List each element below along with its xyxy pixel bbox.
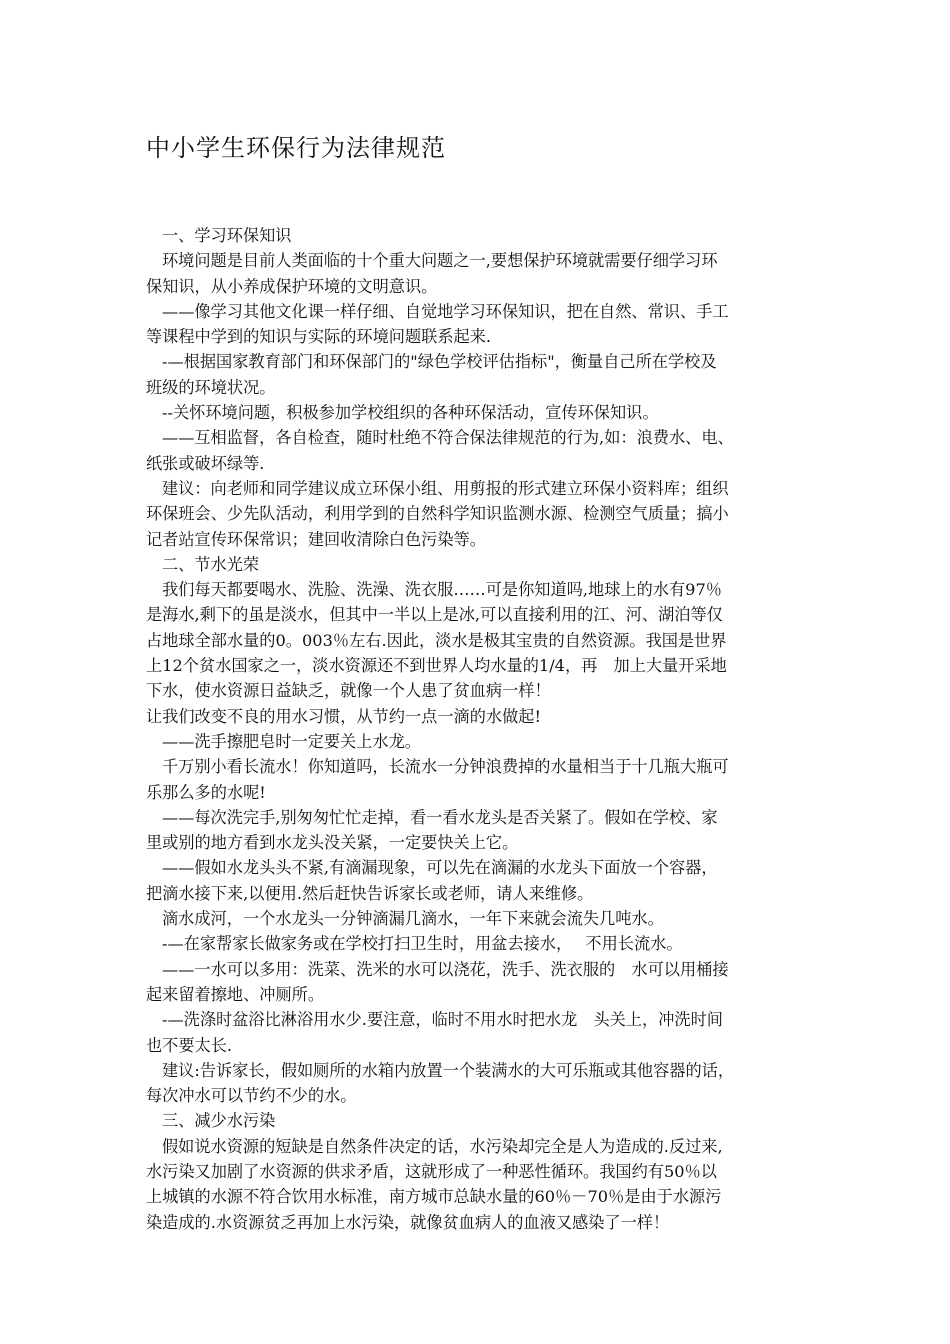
document-title: 中小学生环保行为法律规范 xyxy=(146,134,446,162)
text-line: 建议：向老师和同学建议成立环保小组、用剪报的形式建立环保小资料库；组织 xyxy=(162,478,729,498)
text-line: 是海水,剩下的虽是淡水，但其中一半以上是冰,可以直接利用的江、河、湖泊等仅 xyxy=(146,605,723,625)
text-line: ——像学习其他文化课一样仔细、自觉地学习环保知识，把在自然、常识、手工 xyxy=(162,301,729,321)
text-line: 环境问题是目前人类面临的十个重大问题之一,要想保护环境就需要仔细学习环 xyxy=(162,251,718,271)
text-line: 下水，使水资源日益缺乏，就像一个人患了贫血病一样！ xyxy=(146,681,551,701)
section-heading: 二、节水光荣 xyxy=(162,554,260,574)
text-line: 上城镇的水源不符合饮用水标准，南方城市总缺水量的60％－70％是由于水源污 xyxy=(146,1187,722,1207)
text-line: 占地球全部水量的0。003％左右.因此，淡水是极其宝贵的自然资源。我国是世界 xyxy=(146,630,727,650)
text-line: 把滴水接下来,以便用.然后赶快告诉家长或老师，请人来维修。 xyxy=(146,883,594,903)
text-line: 建议:告诉家长，假如厕所的水箱内放置一个装满水的大可乐瓶或其他容器的话， xyxy=(162,1060,735,1080)
text-line: ——洗手擦肥皂时一定要关上水龙。 xyxy=(162,731,421,751)
text-line: 每次冲水可以节约不少的水。 xyxy=(146,1086,357,1106)
text-line: 千万别小看长流水！你知道吗，长流水一分钟浪费掉的水量相当于十几瓶大瓶可 xyxy=(162,757,729,777)
text-line: 纸张或破坏绿等. xyxy=(146,453,265,473)
text-line: ——假如水龙头头不紧,有滴漏现象，可以先在滴漏的水龙头下面放一个容器， xyxy=(162,858,718,878)
text-line: -—洗涤时盆浴比淋浴用水少.要注意，临时不用水时把水龙 头关上，冲洗时间 xyxy=(162,1010,723,1030)
text-line: -—根据国家教育部门和环保部门的"绿色学校评估指标"，衡量自己所在学校及 xyxy=(162,352,717,372)
text-line: 里或别的地方看到水龙头没关紧，一定要快关上它。 xyxy=(146,833,519,853)
document-body xyxy=(146,223,816,1235)
section-heading: 一、学习环保知识 xyxy=(162,226,292,245)
text-line: 也不要太长. xyxy=(146,1035,233,1055)
text-line: 染造成的.水资源贫乏再加上水污染，就像贫血病人的血液又感染了一样！ xyxy=(146,1212,670,1232)
text-line: 环保班会、少先队活动，利用学到的自然科学知识监测水源、检测空气质量；搞小 xyxy=(146,504,729,524)
text-line: 班级的环境状况。 xyxy=(146,377,276,397)
text-line: --关怀环境问题，积极参加学校组织的各种环保活动，宣传环保知识。 xyxy=(162,403,659,423)
text-line: 保知识，从小养成保护环境的文明意识。 xyxy=(146,276,438,296)
text-line: ——每次洗完手,别匆匆忙忙走掉，看一看水龙头是否关紧了。假如在学校、家 xyxy=(162,807,718,827)
text-line: 记者站宣传环保常识；建回收清除白色污染等。 xyxy=(146,529,486,549)
text-line: ——一水可以多用：洗菜、洗米的水可以浇花，洗手、洗衣服的 水可以用桶接 xyxy=(162,959,729,979)
text-line: 我们每天都要喝水、洗脸、洗澡、洗衣服……可是你知道吗,地球上的水有97％ xyxy=(162,580,722,600)
text-line: 让我们改变不良的用水习惯，从节约一点一滴的水做起! xyxy=(146,706,542,726)
text-line: 乐那么多的水呢! xyxy=(146,782,266,802)
text-line: 上12个贫水国家之一，淡水资源还不到世界人均水量的1/4，再 加上大量开采地 xyxy=(146,656,727,676)
text-line: 假如说水资源的短缺是自然条件决定的话，水污染却完全是人为造成的.反过来, xyxy=(162,1136,723,1156)
text-line: 起来留着擦地、冲厕所。 xyxy=(146,984,325,1004)
section-heading: 三、减少水污染 xyxy=(162,1111,276,1131)
text-line: -—在家帮家长做家务或在学校打扫卫生时，用盆去接水， 不用长流水。 xyxy=(162,934,683,954)
text-line: 等课程中学到的知识与实际的环境问题联系起来. xyxy=(146,327,492,347)
text-line: 滴水成河，一个水龙头一分钟滴漏几滴水，一年下来就会流失几吨水。 xyxy=(162,909,664,929)
text-line: 水污染又加剧了水资源的供求矛盾，这就形成了一种恶性循环。我国约有50％以 xyxy=(146,1161,717,1181)
text-line: ——互相监督，各自检查，随时杜绝不符合保法律规范的行为,如：浪费水、电、 xyxy=(162,428,734,448)
